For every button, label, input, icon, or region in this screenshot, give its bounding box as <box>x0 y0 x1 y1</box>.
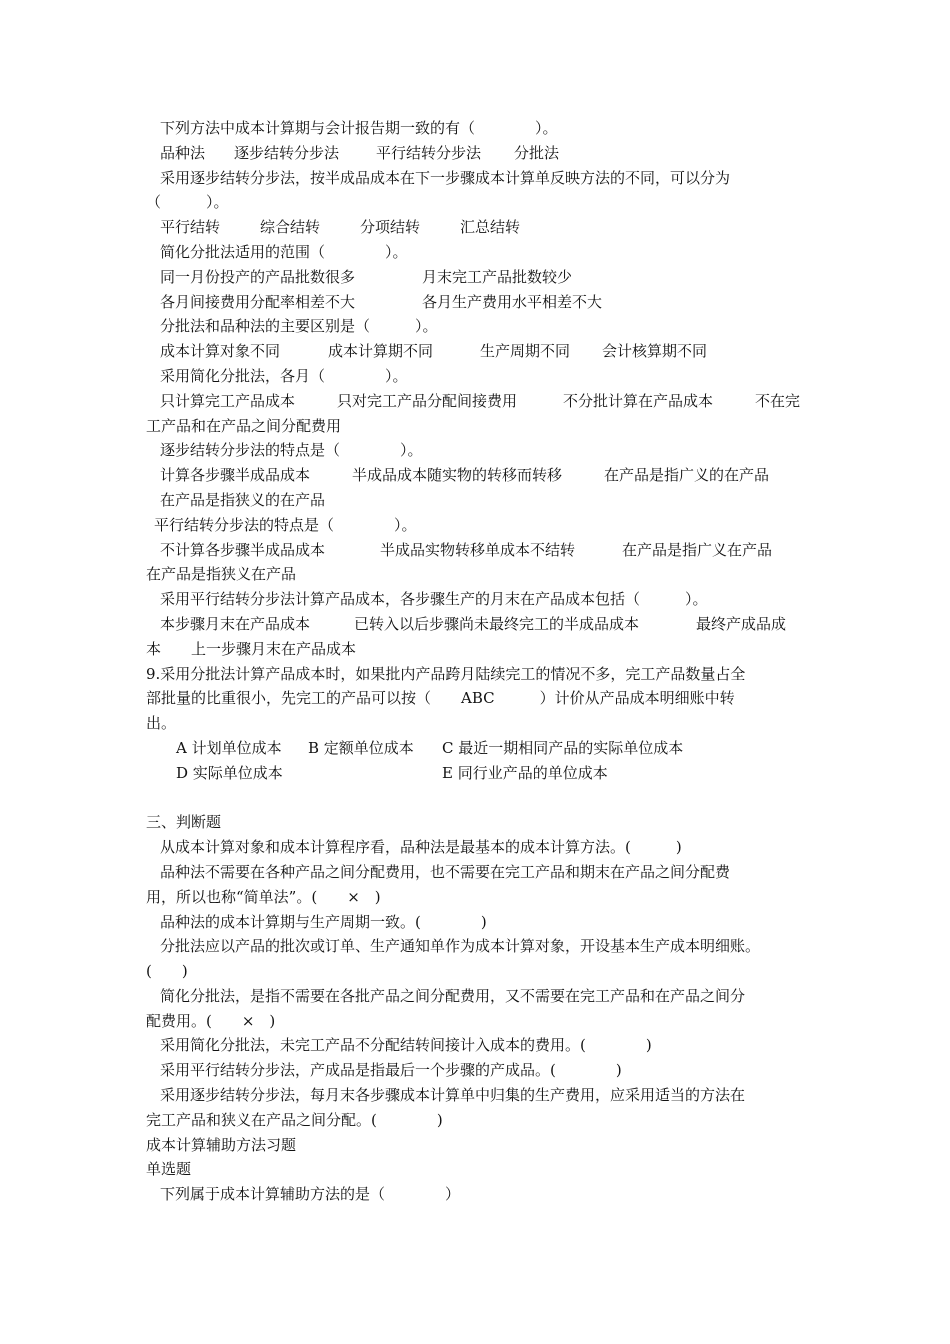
option: 计算各步骤半成品成本 <box>160 466 311 485</box>
question-stem-continued: 出。 <box>146 714 177 733</box>
question-stem: 平行结转分步法的特点是（ ）。 <box>154 515 417 534</box>
judgment-item: 简化分批法，是指不需要在各批产品之间分配费用，又不需要在完工产品和在产品之间分 <box>160 986 746 1005</box>
option: 品种法 <box>160 143 206 162</box>
judgment-item: 分批法应以产品的批次或订单、生产通知单作为成本计算对象，开设基本生产成本明细账。 <box>160 937 761 956</box>
option-e: E 同行业产品的单位成本 <box>442 763 608 782</box>
question-stem: 9.采用分批法计算产品成本时，如果批内产品跨月陆续完工的情况不多，完工产品数量占全 <box>146 664 746 683</box>
question-options <box>146 141 810 166</box>
option: 月末完工产品批数较少 <box>422 267 573 286</box>
option: 半成品实物转移单成本不结转 <box>380 540 576 559</box>
option: 不在完 <box>755 391 801 410</box>
section-subtitle: 单选题 <box>146 1160 192 1179</box>
question-options <box>146 538 810 563</box>
option: 同一月份投产的产品批数很多 <box>160 267 356 286</box>
question-options <box>146 290 810 315</box>
question-stem-continued: （ ）。 <box>146 193 229 212</box>
option: 平行结转 <box>160 218 221 237</box>
option: 各月生产费用水平相差不大 <box>422 292 603 311</box>
option: 生产周期不同 <box>480 342 571 361</box>
judgment-item: 采用逐步结转分步法，每月末各步骤成本计算单中归集的生产费用，应采用适当的方法在 <box>160 1086 746 1105</box>
question-stem: 简化分批法适用的范围（ ）。 <box>160 242 408 261</box>
option: 分项结转 <box>360 218 421 237</box>
option: 成本计算对象不同 <box>160 342 281 361</box>
question-options-continued: 工产品和在产品之间分配费用 <box>146 416 342 435</box>
option: 汇总结转 <box>460 218 521 237</box>
judgment-item-continued: 用，所以也称“简单法”。( × ) <box>146 887 381 906</box>
question-options <box>146 463 810 488</box>
option-c: C 最近一期相同产品的实际单位成本 <box>442 738 684 757</box>
question-stem: 采用逐步结转分步法，按半成品成本在下一步骤成本计算单反映方法的不同，可以分为 <box>160 168 731 187</box>
question-stem: 采用平行结转分步法计算产品成本，各步骤生产的月末在产品成本包括（ ）。 <box>160 590 708 609</box>
question-options <box>146 612 810 637</box>
option: 成本计算期不同 <box>328 342 434 361</box>
option: 最终产成品成 <box>696 614 787 633</box>
judgment-item-continued: 完工产品和狭义在产品之间分配。( ) <box>146 1110 443 1129</box>
judgment-item: 采用简化分批法，未完工产品不分配结转间接计入成本的费用。( ) <box>160 1036 652 1055</box>
option-d: D 实际单位成本 <box>176 763 283 782</box>
option: 不计算各步骤半成品成本 <box>160 540 326 559</box>
option: 各月间接费用分配率相差不大 <box>160 292 356 311</box>
question-options-continued: 本 上一步骤月末在产品成本 <box>146 639 357 658</box>
option-b: B 定额单位成本 <box>308 738 414 757</box>
option: 本步骤月末在产品成本 <box>160 614 311 633</box>
question-options <box>146 265 810 290</box>
judgment-item-continued: 配费用。( × ) <box>146 1011 276 1030</box>
judgment-item: 品种法不需要在各种产品之间分配费用，也不需要在完工产品和期末在产品之间分配费 <box>160 862 731 881</box>
option: 不分批计算在产品成本 <box>563 391 714 410</box>
section-heading: 三、判断题 <box>146 813 222 832</box>
question-options <box>146 736 810 761</box>
section-title: 成本计算辅助方法习题 <box>146 1135 297 1154</box>
document-body <box>146 116 810 1207</box>
option: 在产品是指广义的在产品 <box>604 466 770 485</box>
judgment-item: 从成本计算对象和成本计算程序看，品种法是最基本的成本计算方法。( ) <box>160 838 682 857</box>
option: 会计核算期不同 <box>602 342 708 361</box>
question-stem-continued: 部批量的比重很小，先完工的产品可以按（ ABC ）计价从产品成本明细账中转 <box>146 689 735 708</box>
option: 已转入以后步骤尚未最终完工的半成品成本 <box>354 614 640 633</box>
judgment-item: 采用平行结转分步法，产成品是指最后一个步骤的产成品。( ) <box>160 1061 622 1080</box>
option: 逐步结转分步法 <box>234 143 340 162</box>
option: 分批法 <box>514 143 560 162</box>
judgment-item: 品种法的成本计算期与生产周期一致。( ) <box>160 912 487 931</box>
option: 平行结转分步法 <box>376 143 482 162</box>
question-options <box>146 761 810 786</box>
question-options <box>146 215 810 240</box>
option: 综合结转 <box>260 218 321 237</box>
option: 只对完工产品分配间接费用 <box>337 391 518 410</box>
option: 在产品是指广义在产品 <box>622 540 773 559</box>
option: 在产品是指狭义在产品 <box>146 565 297 584</box>
question-options <box>146 389 810 414</box>
question-stem: 下列属于成本计算辅助方法的是（ ） <box>160 1185 461 1204</box>
question-stem: 下列方法中成本计算期与会计报告期一致的有（ ）。 <box>160 119 558 137</box>
question-options <box>146 339 810 364</box>
question-stem: 分批法和品种法的主要区别是（ ）。 <box>160 317 438 336</box>
spacer <box>146 786 810 811</box>
option: 在产品是指狭义的在产品 <box>160 490 326 509</box>
option: 只计算完工产品成本 <box>160 391 296 410</box>
question-stem: 采用简化分批法，各月（ ）。 <box>160 366 408 385</box>
judgment-item-continued: ( ) <box>146 962 188 981</box>
question-stem: 逐步结转分步法的特点是（ ）。 <box>160 441 423 460</box>
option: 半成品成本随实物的转移而转移 <box>352 466 563 485</box>
option-a: A 计划单位成本 <box>176 738 282 757</box>
